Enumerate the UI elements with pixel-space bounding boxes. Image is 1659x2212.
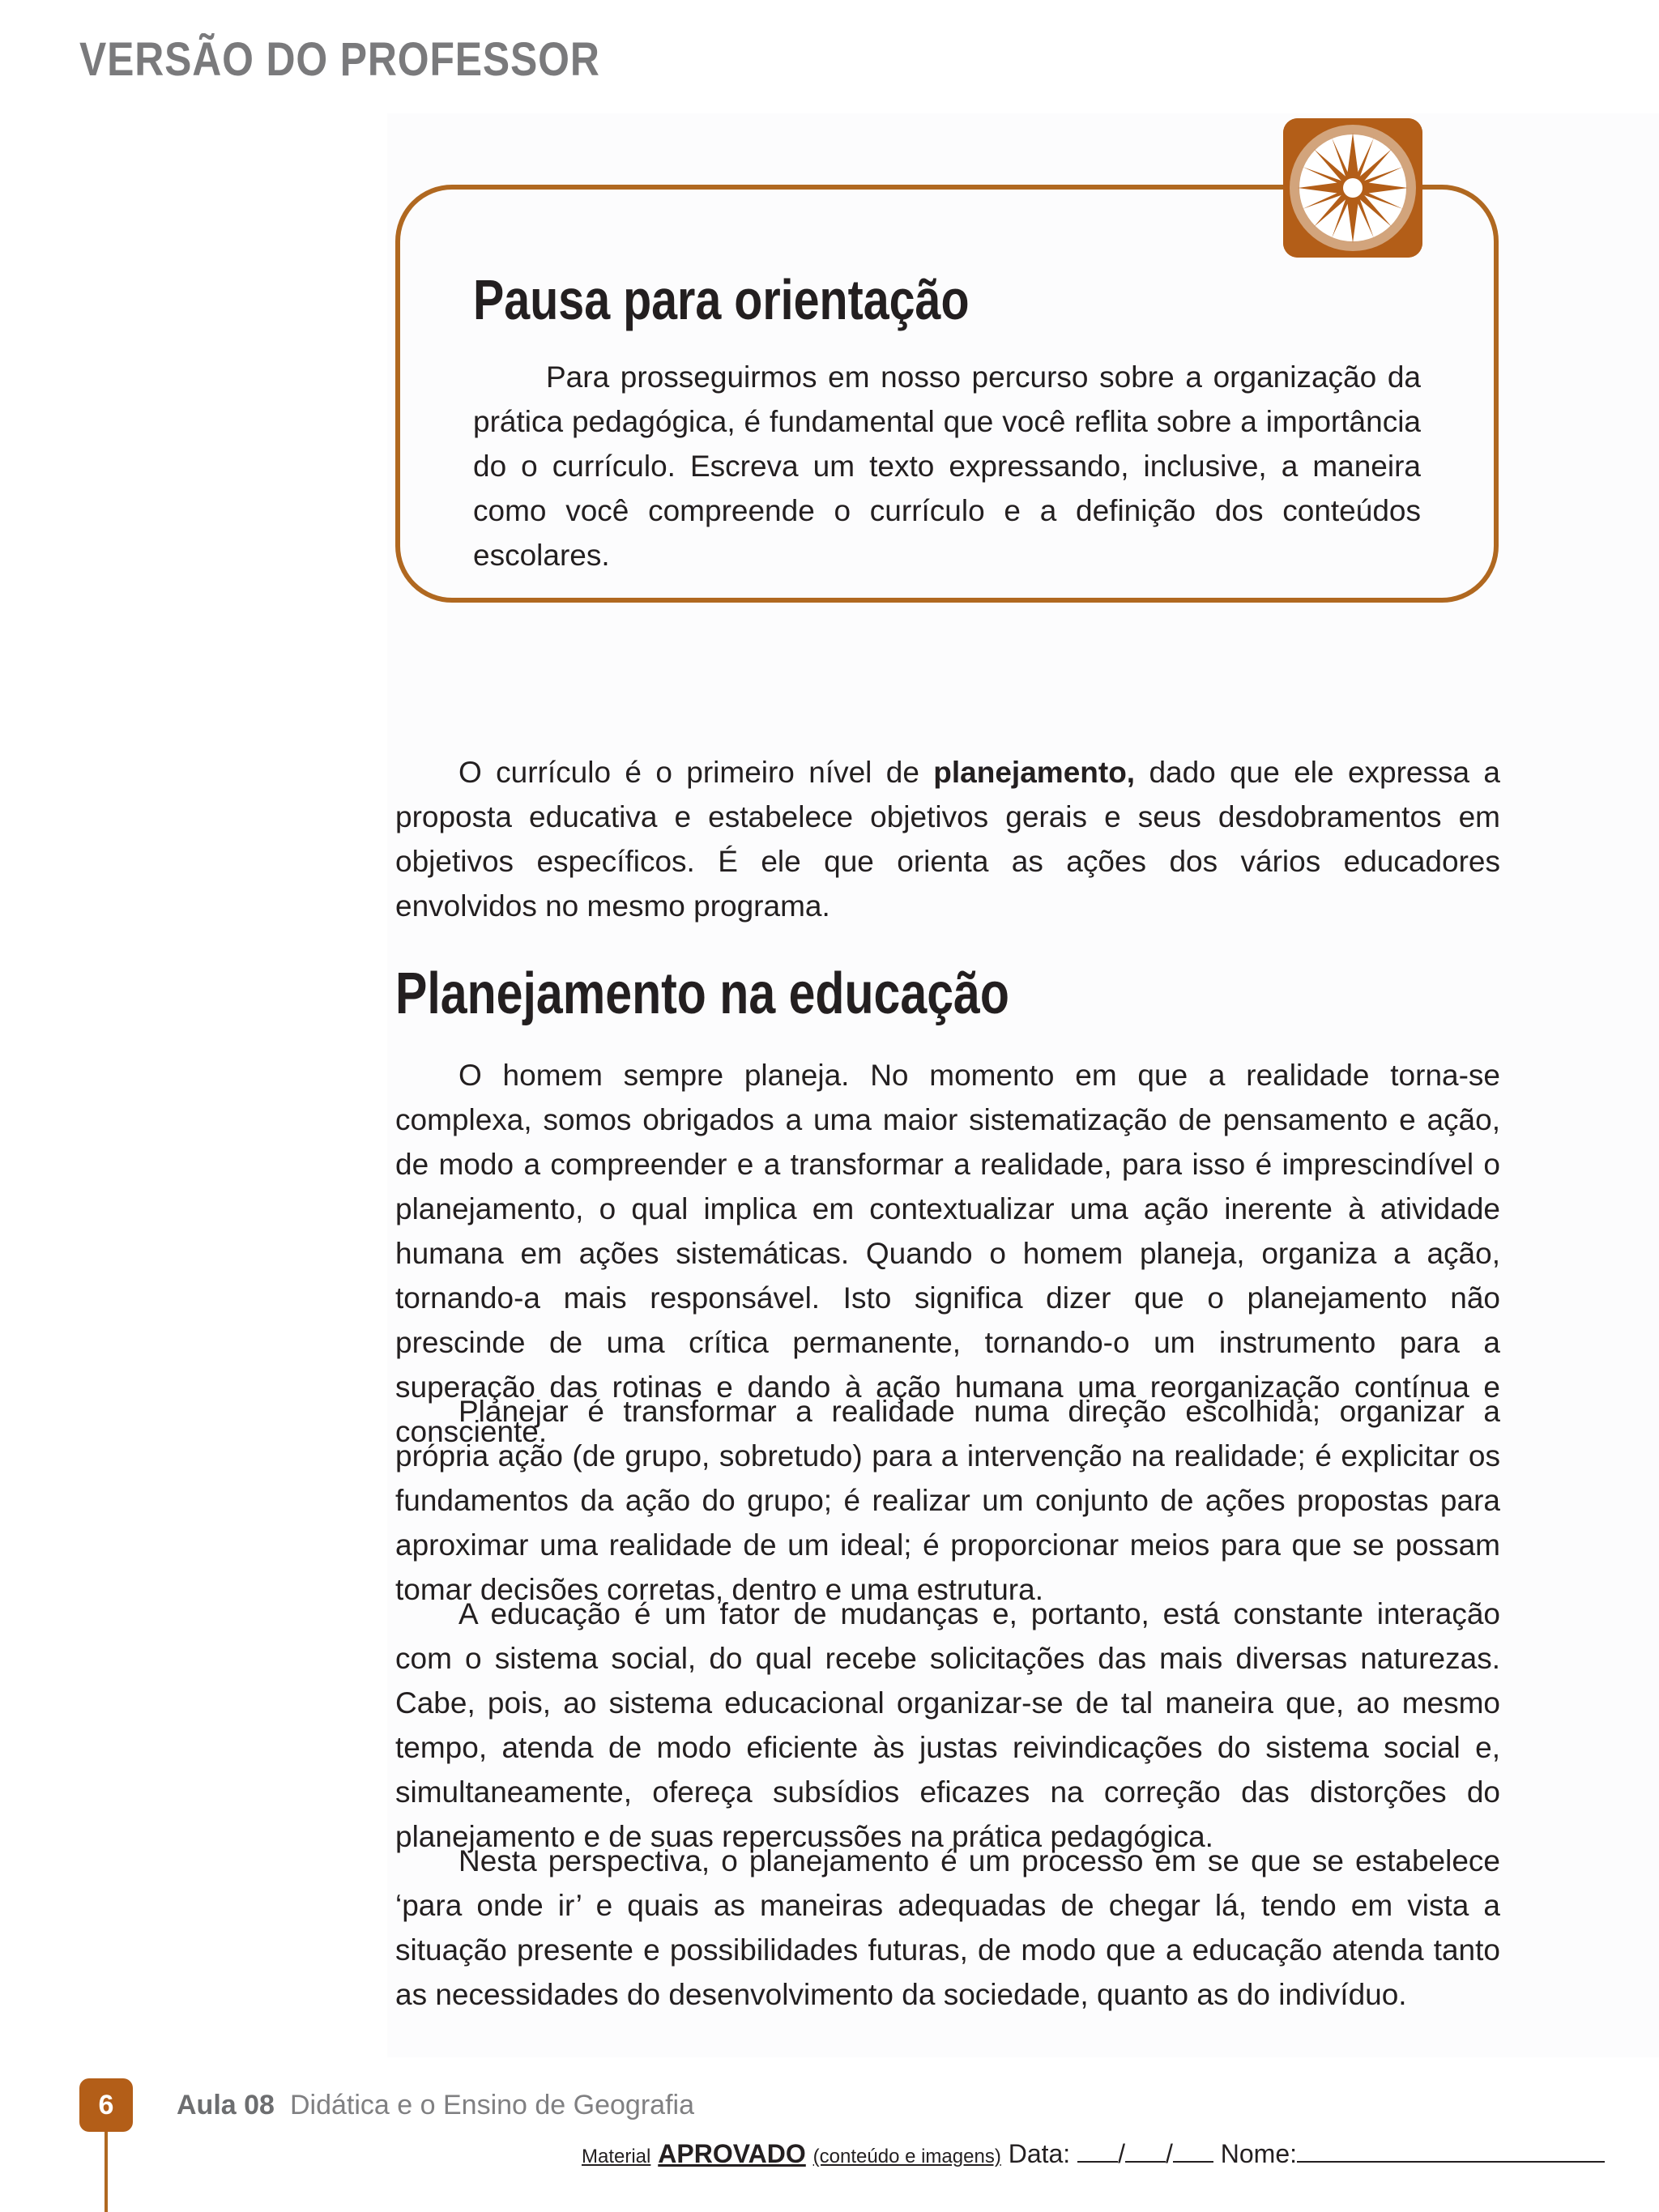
pause-title: Pausa para orientação — [473, 268, 970, 331]
pause-text: Para prosseguirmos em nosso percurso sobre a organização da prática pedagógica, é fundamental que você reflita sobre a importância do o currículo. Escreva um texto expressando, inclusive, a maneira como você compreende o currículo e a definição dos conteúdos escolares. — [473, 360, 1421, 572]
section-title: Planejamento na educação — [395, 961, 1009, 1026]
course-title: Didática e o Ensino de Geografia — [290, 2090, 694, 2120]
name-label: Nome: — [1220, 2139, 1297, 2168]
date-label: Data: — [1008, 2139, 1071, 2168]
approval-suffix: (conteúdo e imagens) — [812, 2146, 1001, 2167]
section-paragraph-4: Nesta perspectiva, o planejamento é um processo em se que se estabelece ‘para onde ir’ e quais as maneiras adequadas de chegar lá, tendo em vista a situação presente e possibilidades futuras, de modo que a educação atenda tanto as necessidades do desenvolvimento da sociedade, quanto as do indivíduo. — [395, 1844, 1500, 2011]
version-label: VERSÃO DO PROFESSOR — [79, 33, 600, 86]
approval-word: APROVADO — [658, 2139, 806, 2168]
section-paragraph-2: Planejar é transformar a realidade numa direção escolhida; organizar a própria ação (de grupo, sobretudo) para a intervenção na realidade; é explicitar os fundamentos da ação do grupo; é realizar um conjunto de ações propostas para aproximar uma realidade de um ideal; é proporcionar meios para que se possam tomar decisões corretas, dentro e uma estrutura. — [395, 1395, 1500, 1606]
approval-prefix: Material — [582, 2146, 651, 2167]
name-blank[interactable] — [1297, 2138, 1605, 2163]
page-number: 6 — [79, 2078, 133, 2132]
date-year-blank[interactable] — [1173, 2138, 1213, 2163]
date-month-blank[interactable] — [1125, 2138, 1166, 2163]
intro-text-end: dado que ele expressa a proposta educativa e estabelece objetivos gerais e seus desdobramentos em objetivos específicos. É ele que orienta as ações dos vários educadores envolvidos no mesmo programa. — [395, 756, 1501, 923]
compass-rose-icon — [1283, 118, 1422, 258]
approval-line: Material APROVADO (conteúdo e imagens) Data: / / Nome: — [582, 2138, 1605, 2169]
intro-paragraph — [395, 750, 1500, 928]
intro-text-start: O currículo é o primeiro nível de — [458, 756, 934, 789]
intro-bold-term: planejamento, — [933, 756, 1136, 789]
date-day-blank[interactable] — [1077, 2138, 1118, 2163]
section-paragraph-3: A educação é um fator de mudanças e, portanto, está constante interação com o sistema social, do qual recebe solicitações das mais diversas naturezas. Cabe, pois, ao sistema educacional organizar-se de tal maneira que, ao mesmo tempo, atenda de modo eficiente às justas reivindicações do sistema social e, simultaneamente, ofereça subsídios eficazes na correção das distorções do planejamento e de suas repercussões na prática pedagógica. — [395, 1597, 1500, 1853]
lesson-label: Aula 08 — [177, 2090, 275, 2120]
section-paragraph-1: O homem sempre planeja. No momento em que a realidade torna-se complexa, somos obrigados a uma maior sistematização de pensamento e ação, de modo a compreender e a transformar a realidade, para isso é imprescindível o planejamento, o qual implica em contextualizar uma ação inerente à atividade humana em ações sistemáticas. Quando o homem planeja, organiza a ação, tornando-a mais responsável. Isto significa dizer que o planejamento não prescinde de uma crítica permanente, tornando-o um instrumento para a superação das rotinas e dando à ação humana uma reorganização contínua e consciente. — [395, 1059, 1500, 1448]
